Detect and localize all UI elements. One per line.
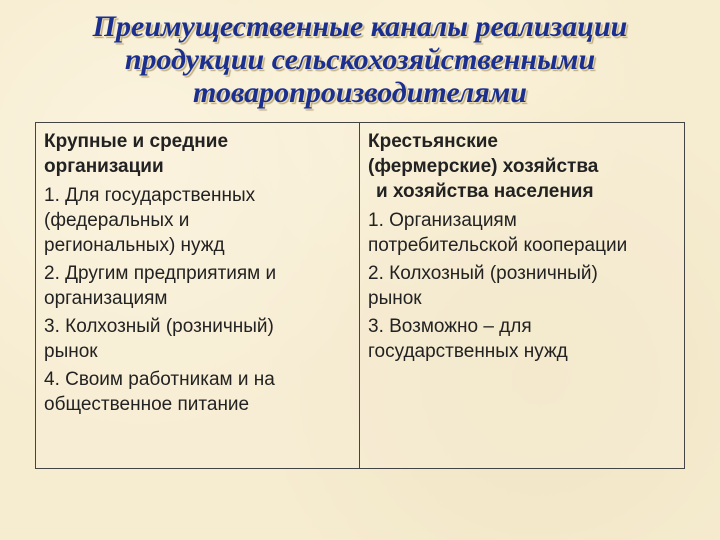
list-item	[368, 261, 676, 311]
item-line: 1. Организациям	[368, 210, 517, 231]
title-line: продукции сельскохозяйственными	[124, 43, 596, 76]
large-medium-organizations-column	[36, 123, 360, 468]
title-line: Преимущественные каналы реализации	[92, 10, 628, 43]
item-line: (федеральных и	[44, 210, 190, 231]
peasant-farms-column	[360, 123, 684, 468]
item-line: региональных) нужд	[44, 235, 225, 256]
list-item	[44, 314, 351, 364]
heading-line: организации	[44, 156, 164, 177]
heading-line: Крестьянские	[368, 131, 498, 152]
item-line: 1. Для государственных	[44, 185, 256, 206]
list-item	[44, 261, 351, 311]
list-item	[368, 314, 676, 364]
slide-title	[0, 10, 720, 109]
item-line: организациям	[44, 288, 168, 309]
list-item	[44, 183, 351, 258]
item-line: рынок	[368, 288, 422, 309]
title-line: товаропроизводителями	[193, 76, 527, 109]
column-heading	[44, 129, 351, 179]
list-item	[368, 208, 676, 258]
heading-line: и хозяйства населения	[376, 181, 594, 202]
item-line: 3. Возможно – для	[368, 316, 532, 337]
list-item	[44, 367, 351, 417]
item-line: государственных нужд	[368, 341, 568, 362]
item-line: 2. Другим предприятиям и	[44, 263, 277, 284]
channels-table	[35, 122, 685, 469]
item-line: 4. Своим работникам и на	[44, 369, 275, 390]
item-line: 3. Колхозный (розничный)	[44, 316, 274, 337]
item-line: рынок	[44, 341, 98, 362]
item-line: общественное питание	[44, 394, 250, 415]
item-line: 2. Колхозный (розничный)	[368, 263, 598, 284]
heading-line: Крупные и средние	[44, 131, 229, 152]
item-line: потребительской кооперации	[368, 235, 628, 256]
heading-line: (фермерские) хозяйства	[368, 156, 599, 177]
column-heading	[368, 129, 676, 204]
